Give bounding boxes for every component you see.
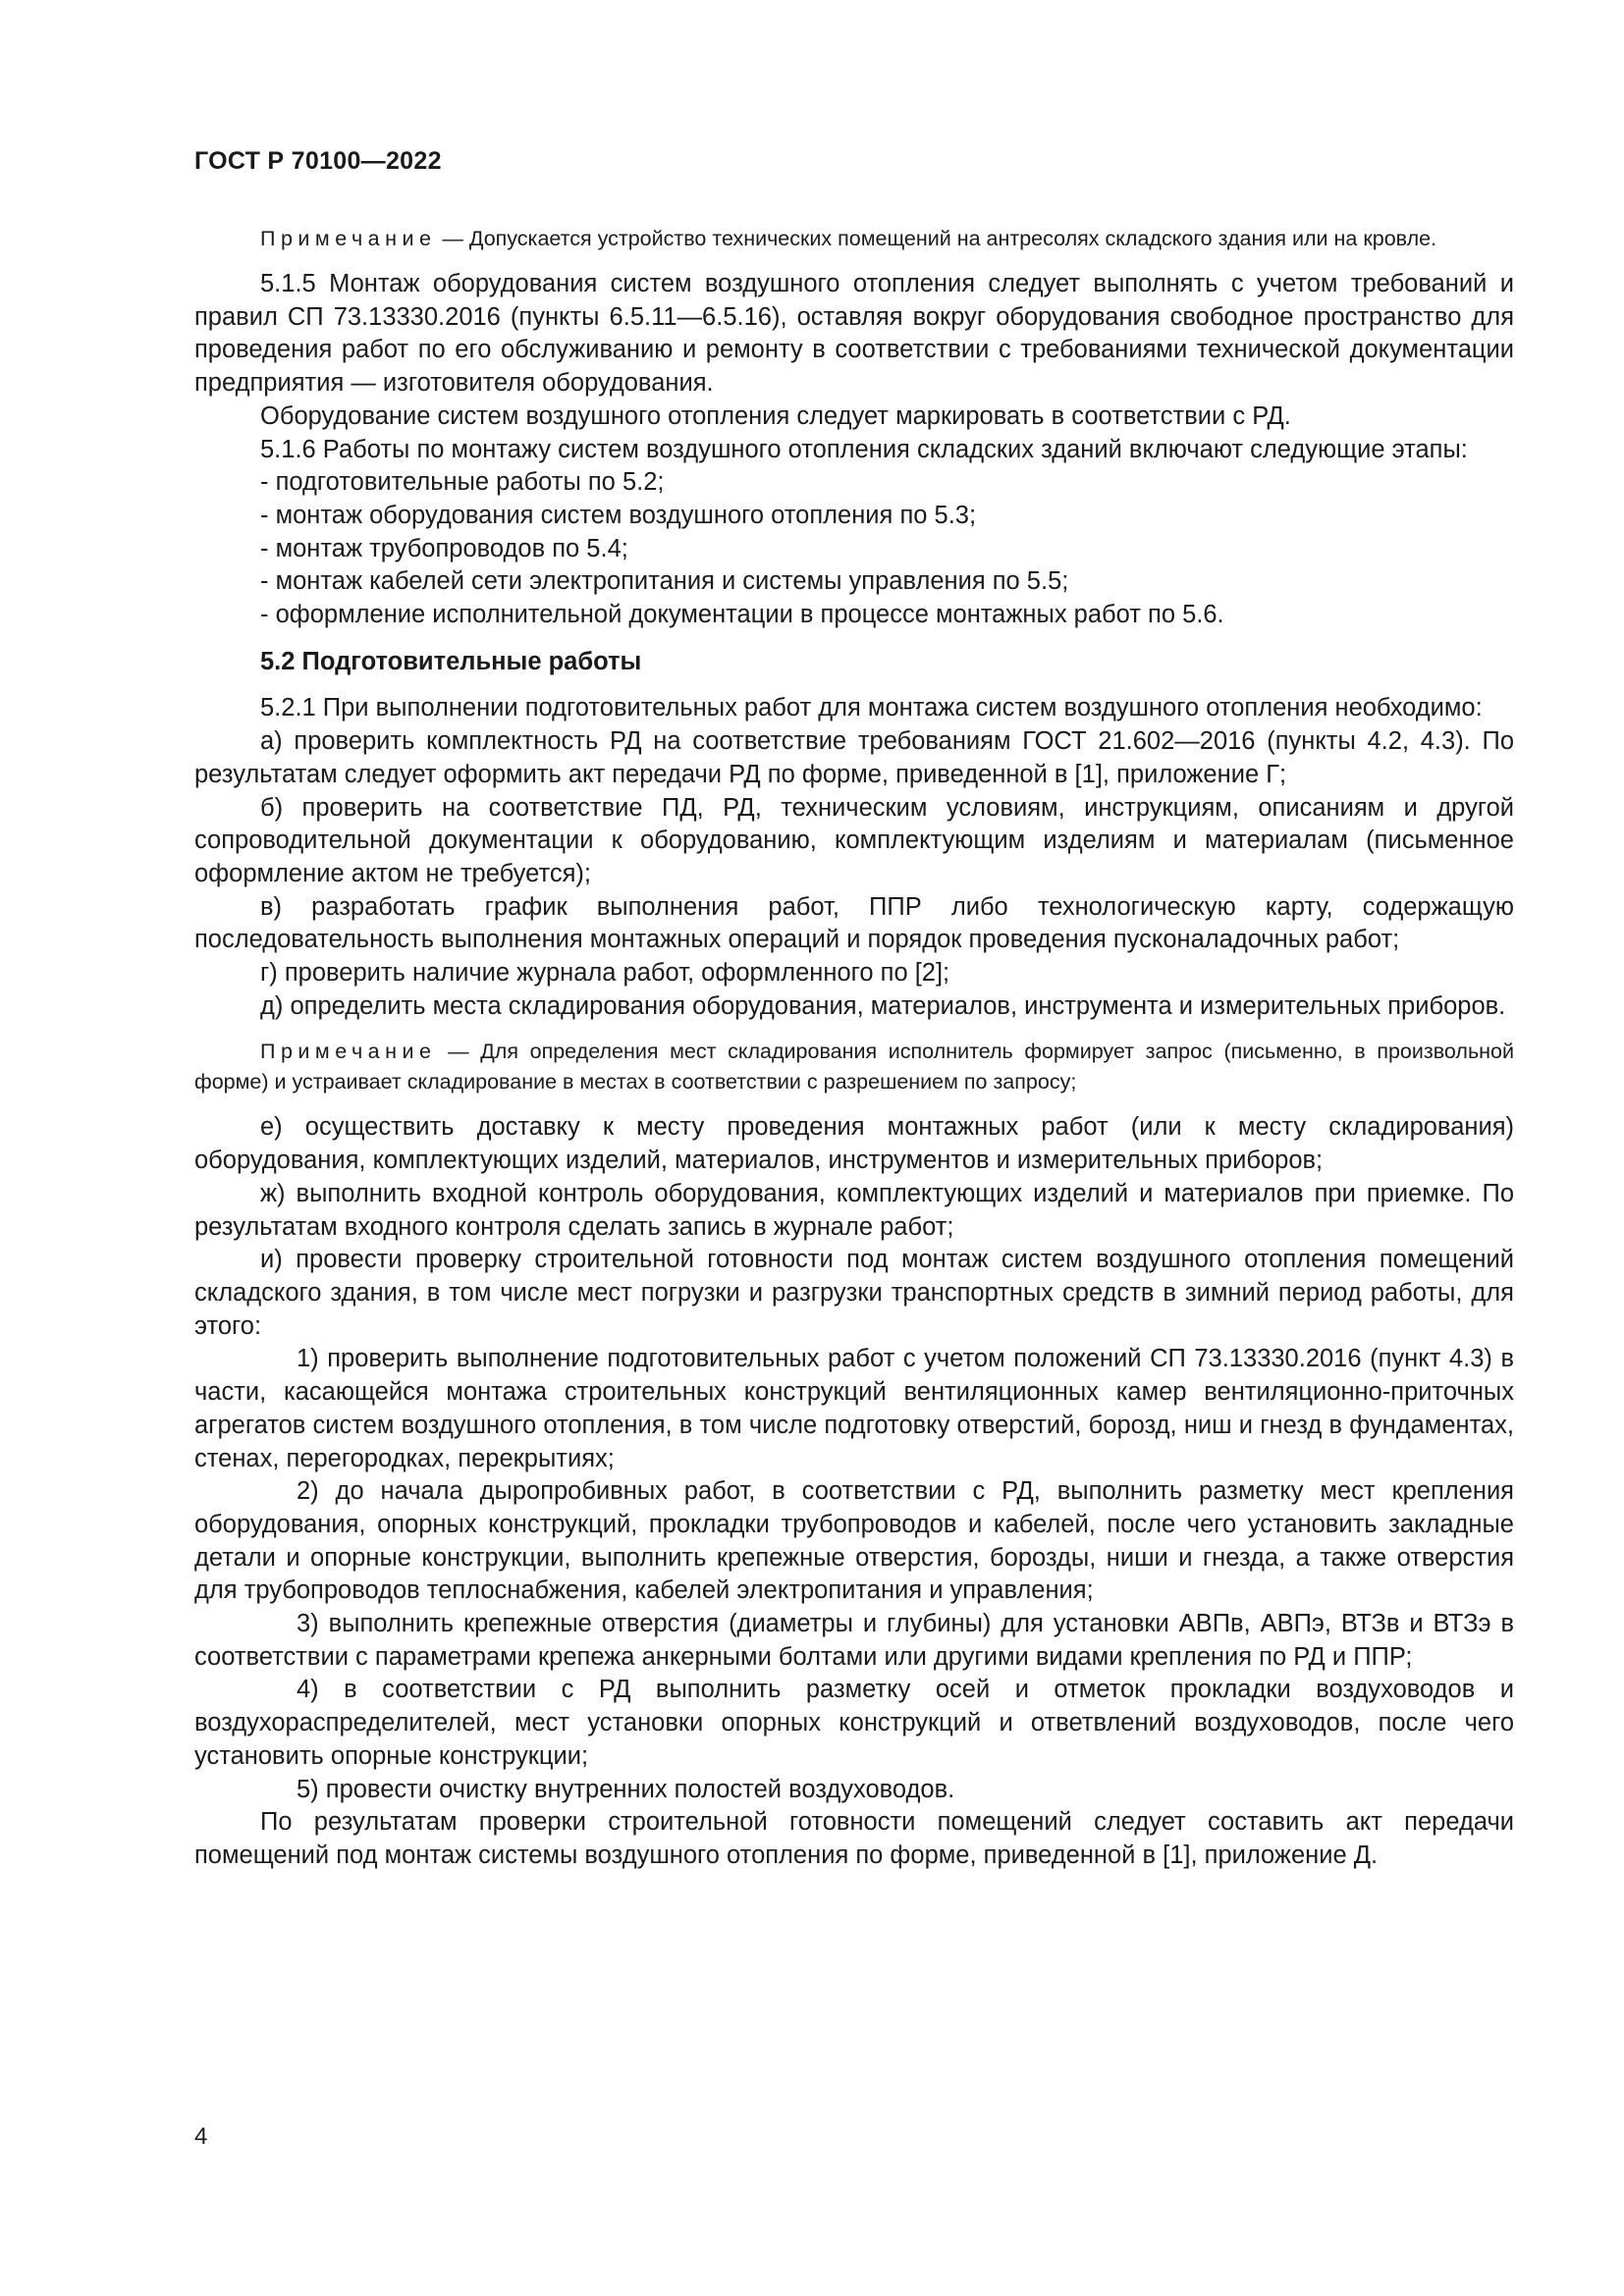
final-paragraph: По результатам проверки строительной готовности помещений следует составить акт передачи помещений под монтаж системы воздушного отопления по форме, приведенной в [1], приложение Д.: [194, 1808, 1514, 1869]
note-label: Примечание: [260, 227, 437, 250]
item-zh: ж) выполнить входной контроль оборудования, комплектующих изделий и материалов при приемке. По результатам входного контроля сделать запись в журнале работ;: [194, 1179, 1514, 1241]
paragraph-5-1-6: 5.1.6 Работы по монтажу систем воздушного отопления складских зданий включают следующие этапы:: [260, 435, 1468, 463]
list-item: - монтаж трубопроводов по 5.4;: [260, 534, 628, 562]
document-header: ГОСТ Р 70100—2022: [194, 147, 442, 175]
item-d: д) определить места складирования оборудования, материалов, инструмента и измерительных приборов.: [260, 991, 1506, 1020]
note-text: — Для определения мест складирования исполнитель формирует запрос (письменно, в произвольной форме) и устраивает складирование в местах в соответствии с разрешением по запросу;: [194, 1040, 1514, 1095]
paragraph-5-1-5: 5.1.5 Монтаж оборудования систем воздушного отопления следует выполнять с учетом требований и правил СП 73.13330.2016 (пункты 6.5.11—6.5.16), оставляя вокруг оборудования свободное пространство для проведения работ по его обслуживанию и ремонту в соответствии с требованиями технической документации предприятия — изготовителя оборудования.: [194, 270, 1514, 398]
paragraph-marking: Оборудование систем воздушного отопления следует маркировать в соответствии с РД.: [260, 401, 1291, 430]
subitem-2: 2) до начала дыропробивных работ, в соответствии с РД, выполнить разметку мест крепления оборудования, опорных конструкций, прокладки трубопроводов и кабелей, после чего установить закладные детали и опорные конструкции, выполнить крепежные отверстия, борозды, ниши и гнезда, а также отверстия для трубопроводов теплоснабжения, кабелей электропитания и управления;: [194, 1477, 1514, 1605]
item-e: е) осуществить доставку к месту проведения монтажных работ (или к месту складирования) оборудования, комплектующих изделий, материалов, инструментов и измерительных приборов;: [194, 1113, 1514, 1175]
note-1: [194, 224, 1514, 254]
subitem-1: 1) проверить выполнение подготовительных работ с учетом положений СП 73.13330.2016 (пункт 4.3) в части, касающейся монтажа строительных конструкций вентиляционных камер вентиляционно-приточных агрегатов систем воздушного отопления, в том числе подготовку отверстий, борозд, ниш и гнезд в фундаментах, стенах, перегородках, перекрытиях;: [194, 1345, 1514, 1472]
item-a: а) проверить комплектность РД на соответствие требованиям ГОСТ 21.602—2016 (пункты 4.2, 4.3). По результатам следует оформить акт передачи РД по форме, приведенной в [1], приложение Г;: [194, 727, 1514, 788]
item-b: б) проверить на соответствие ПД, РД, техническим условиям, инструкциям, описаниям и другой сопроводительной документации к оборудованию, комплектующим изделиям и материалам (письменное оформление актом не требуется);: [194, 793, 1514, 887]
list-item: - монтаж оборудования систем воздушного отопления по 5.3;: [260, 501, 977, 529]
note-text: — Допускается устройство технических помещений на антресолях складского здания или на кровле.: [436, 227, 1437, 250]
subitem-5: 5) провести очистку внутренних полостей воздуховодов.: [297, 1775, 955, 1803]
subitem-4: 4) в соответствии с РД выполнить разметку осей и отметок прокладки воздуховодов и воздухораспределителей, мест установки опорных конструкций и ответвлений воздуховодов, после чего установить опорные конструкции;: [194, 1676, 1514, 1770]
document-body: [194, 224, 1514, 1873]
list-item: - оформление исполнительной документации в процессе монтажных работ по 5.6.: [260, 601, 1224, 629]
page-number: 4: [194, 2123, 208, 2150]
note-label: Примечание: [260, 1040, 437, 1064]
list-item: - монтаж кабелей сети электропитания и системы управления по 5.5;: [260, 567, 1069, 596]
list-item: - подготовительные работы по 5.2;: [260, 468, 665, 497]
item-g: г) проверить наличие журнала работ, оформленного по [2];: [260, 959, 950, 988]
subitem-3: 3) выполнить крепежные отверстия (диаметры и глубины) для установки АВПв, АВПэ, ВТЗв и ВТЗэ в соответствии с параметрами крепежа анкерными болтами или другими видами крепления по РД и ППР;: [194, 1610, 1514, 1671]
section-title: 5.2 Подготовительные работы: [260, 647, 642, 675]
paragraph-5-2-1: 5.2.1 При выполнении подготовительных работ для монтажа систем воздушного отопления необходимо:: [260, 694, 1483, 722]
note-2: [194, 1037, 1514, 1097]
item-v: в) разработать график выполнения работ, ППР либо технологическую карту, содержащую последовательность выполнения монтажных операций и порядок проведения пусконаладочных работ;: [194, 892, 1514, 954]
item-i: и) провести проверку строительной готовности под монтаж систем воздушного отопления помещений складского здания, в том числе мест погрузки и разгрузки транспортных средств в зимний период работы, для этого:: [194, 1246, 1514, 1340]
